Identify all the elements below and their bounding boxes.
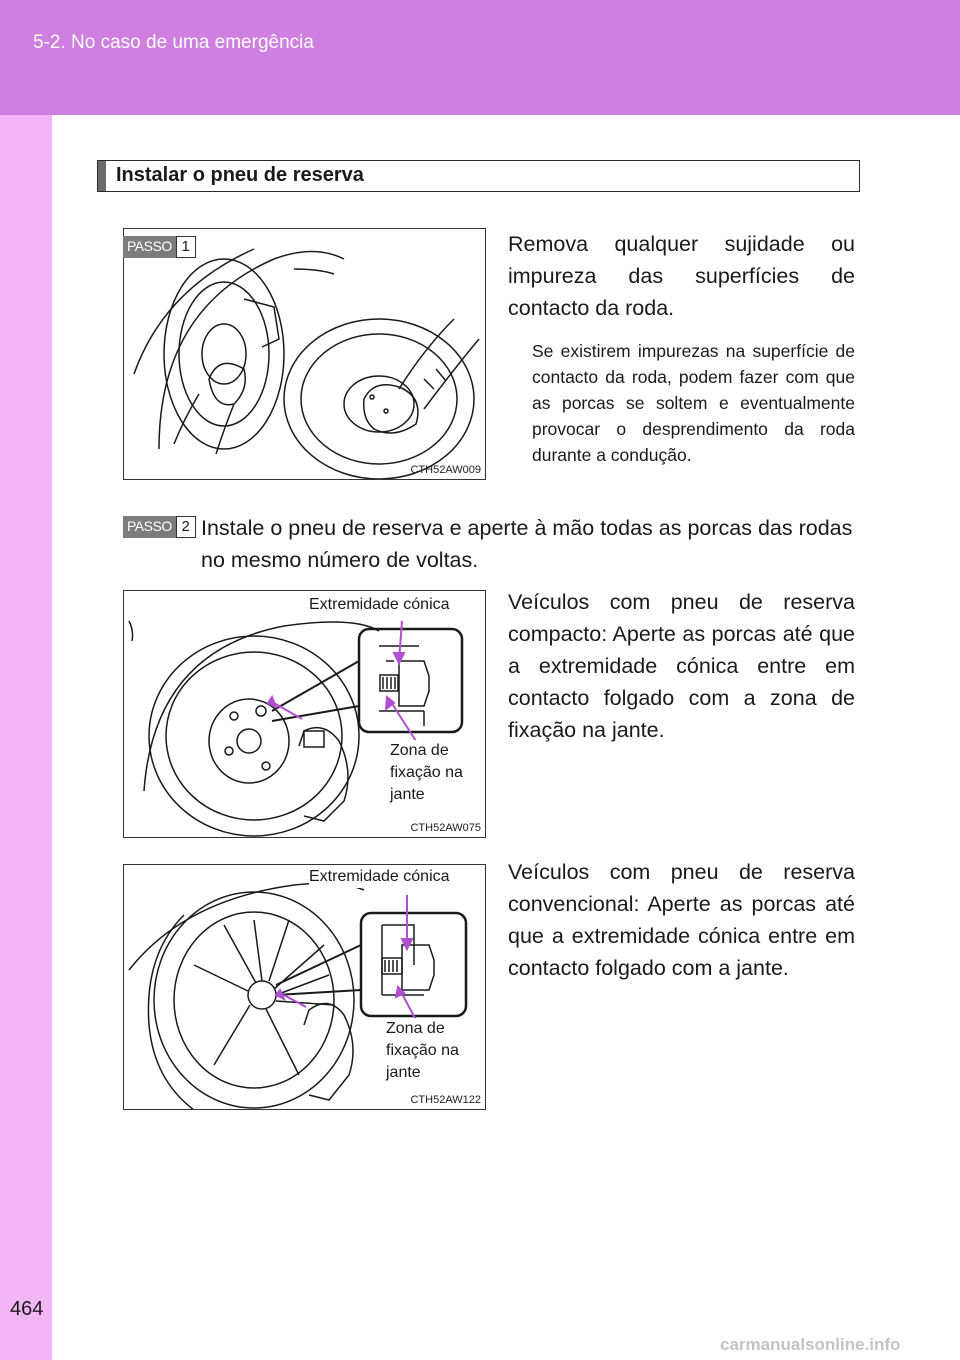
step-number: 2 <box>176 516 196 538</box>
figure-clean-wheel <box>123 228 486 480</box>
callout-wheel-seat: Zona de fixação na jante <box>386 1018 466 1084</box>
step-number: 1 <box>176 236 196 258</box>
callout-tapered-end: Extremidade cónica <box>309 594 450 616</box>
callout-wheel-seat: Zona de fixação na jante <box>390 740 470 806</box>
callout-tapered-end: Extremidade cónica <box>309 866 450 888</box>
section-title: Instalar o pneu de reserva <box>116 164 364 186</box>
side-band <box>0 115 52 1360</box>
watermark: carmanualsonline.info <box>720 1335 901 1354</box>
figure-code: CTH52AW122 <box>410 1094 481 1106</box>
chapter-header: 5-2. No caso de uma emergência <box>33 32 314 53</box>
header-band <box>0 0 960 115</box>
conventional-spare-text: Veículos com pneu de reserva convencional: Aperte as porcas até que a extremidade cónica entre em contacto folgado com a jante. <box>508 860 855 980</box>
section-heading-box <box>97 160 860 192</box>
step-1-note: Se existirem impurezas na superfície de contacto da roda, podem fazer com que as porcas se soltem e eventualmente provocar o desprendimento da roda durante a condução. <box>532 341 855 465</box>
step-1-badge <box>123 236 196 258</box>
figure-code: CTH52AW075 <box>410 822 481 834</box>
step-word: PASSO <box>123 516 176 538</box>
step-2-badge <box>123 516 196 538</box>
clean-wheel-illustration <box>124 229 486 480</box>
section-heading-bar <box>98 161 106 191</box>
compact-spare-text: Veículos com pneu de reserva compacto: Aperte as porcas até que a extremidade cónica entre em contacto folgado com a zona de fixação na jante. <box>508 590 855 742</box>
step-2-text: Instale o pneu de reserva e aperte à mão todas as porcas das rodas no mesmo número de voltas. <box>201 516 853 572</box>
step-word: PASSO <box>123 236 176 258</box>
figure-code: CTH52AW009 <box>410 464 481 476</box>
page-number: 464 <box>10 1298 44 1320</box>
step-1-text: Remova qualquer sujidade ou impureza das superfícies de contacto da roda. <box>508 232 855 320</box>
